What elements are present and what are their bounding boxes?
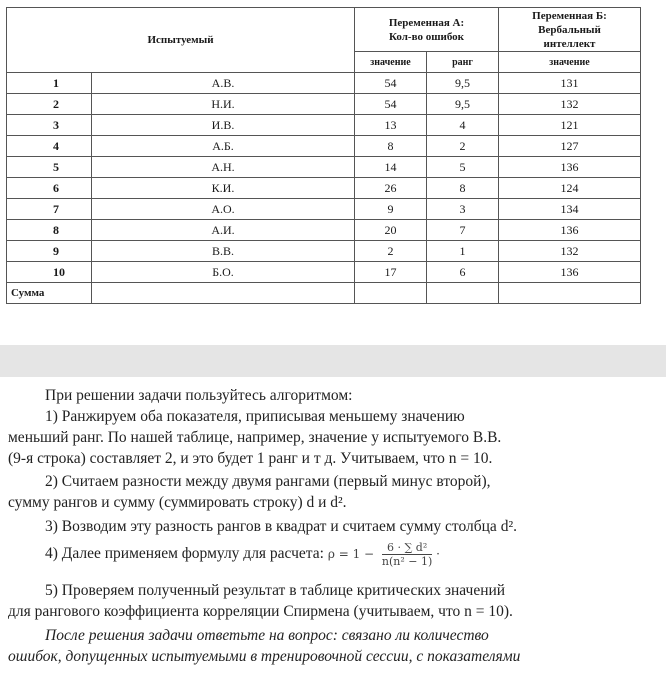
table-row [7, 157, 641, 178]
rank-a: 1 [427, 241, 499, 262]
step2-line-b: сумму рангов и сумму (суммировать строку) d и d². [8, 494, 347, 511]
value-b: 132 [499, 241, 641, 262]
step2-line-a: 2) Считаем разности между двумя рангами (первый минус второй), [45, 473, 491, 490]
value-a: 26 [355, 178, 427, 199]
header-var-a-line1: Переменная А: [388, 16, 465, 29]
value-b: 131 [499, 73, 641, 94]
subject-name: И.В. [92, 115, 355, 136]
table-row [7, 220, 641, 241]
header-var-a-line2: Кол-во ошибок [388, 30, 465, 43]
header-var-b-line3: интеллект [543, 37, 596, 50]
value-a: 8 [355, 136, 427, 157]
subject-name: В.В. [92, 241, 355, 262]
rank-a: 3 [427, 199, 499, 220]
header-var-b [499, 8, 641, 52]
row-number: 8 [7, 220, 92, 241]
value-a: 17 [355, 262, 427, 283]
row-number: 7 [7, 199, 92, 220]
sum-cell [427, 283, 499, 304]
value-a: 14 [355, 157, 427, 178]
sum-cell [355, 283, 427, 304]
header-var-b-line2: Вербальный [538, 23, 601, 36]
row-number: 9 [7, 241, 92, 262]
step1-line-b: меньший ранг. По нашей таблице, например, значение у испытуемого В.В. [8, 429, 502, 446]
rank-a: 6 [427, 262, 499, 283]
subheader-value-b: значение [499, 52, 641, 73]
table-row [7, 136, 641, 157]
subject-name: А.В. [92, 73, 355, 94]
rank-a: 8 [427, 178, 499, 199]
row-number: 2 [7, 94, 92, 115]
rank-a: 2 [427, 136, 499, 157]
value-b: 136 [499, 157, 641, 178]
rank-a: 9,5 [427, 73, 499, 94]
subject-name: А.О. [92, 199, 355, 220]
sum-label: Сумма [7, 283, 92, 304]
data-table [6, 7, 641, 304]
row-number: 6 [7, 178, 92, 199]
header-subject: Испытуемый [7, 8, 355, 73]
table-row [7, 73, 641, 94]
header-var-a [355, 8, 499, 52]
value-b: 127 [499, 136, 641, 157]
section-divider [0, 345, 666, 377]
table-row [7, 199, 641, 220]
subject-name: А.Б. [92, 136, 355, 157]
instructions-text [0, 377, 666, 683]
value-b: 121 [499, 115, 641, 136]
row-number: 5 [7, 157, 92, 178]
question-line-b: ошибок, допущенных испытуемыми в тренировочной сессии, с показателями [8, 648, 521, 665]
sum-row [7, 283, 641, 304]
subject-name: А.Н. [92, 157, 355, 178]
step1-line-a: 1) Ранжируем оба показателя, приписывая меньшему значению [45, 408, 465, 425]
value-a: 9 [355, 199, 427, 220]
table-row [7, 94, 641, 115]
formula-lhs: ρ = 1 − [327, 547, 375, 561]
table-row [7, 115, 641, 136]
table-row [7, 241, 641, 262]
formula-fraction [382, 541, 432, 568]
value-a: 2 [355, 241, 427, 262]
rank-a: 4 [427, 115, 499, 136]
row-number: 3 [7, 115, 92, 136]
intro-line: При решении задачи пользуйтесь алгоритмом: [45, 387, 353, 404]
formula-numerator: 6 · ∑ d² [382, 541, 432, 555]
question-line-a: После решения задачи ответьте на вопрос: связано ли количество [45, 627, 489, 644]
value-a: 54 [355, 94, 427, 115]
subheader-rank-a: ранг [427, 52, 499, 73]
value-a: 13 [355, 115, 427, 136]
value-a: 54 [355, 73, 427, 94]
step1-line-c: (9-я строка) составляет 2, и это будет 1 ранг и т д. Учитываем, что n = 10. [8, 450, 493, 467]
rank-a: 9,5 [427, 94, 499, 115]
step3-line: 3) Возводим эту разность рангов в квадрат и считаем сумму столбца d². [45, 518, 517, 535]
sum-cell [499, 283, 641, 304]
step4-line [0, 541, 440, 568]
value-b: 136 [499, 262, 641, 283]
formula-end: · [436, 547, 440, 561]
subject-name: Н.И. [92, 94, 355, 115]
row-number: 1 [7, 73, 92, 94]
value-a: 20 [355, 220, 427, 241]
row-number: 10 [7, 262, 92, 283]
value-b: 124 [499, 178, 641, 199]
step5-line-a: 5) Проверяем полученный результат в таблице критических значений [45, 582, 506, 599]
step4-text: 4) Далее применяем формулу для расчета: [45, 545, 324, 563]
table-row [7, 262, 641, 283]
row-number: 4 [7, 136, 92, 157]
formula-denominator: n(n² − 1) [381, 555, 433, 568]
subject-name: А.И. [92, 220, 355, 241]
subheader-value-a: значение [355, 52, 427, 73]
subject-name: Б.О. [92, 262, 355, 283]
header-var-b-line1: Переменная Б: [532, 9, 607, 22]
subject-name: К.И. [92, 178, 355, 199]
value-b: 134 [499, 199, 641, 220]
rank-a: 7 [427, 220, 499, 241]
rank-a: 5 [427, 157, 499, 178]
table-row [7, 178, 641, 199]
step5-line-b: для рангового коэффициента корреляции Спирмена (учитываем, что n = 10). [8, 603, 513, 620]
sum-cell [92, 283, 355, 304]
spearman-formula [328, 541, 440, 568]
value-b: 132 [499, 94, 641, 115]
value-b: 136 [499, 220, 641, 241]
